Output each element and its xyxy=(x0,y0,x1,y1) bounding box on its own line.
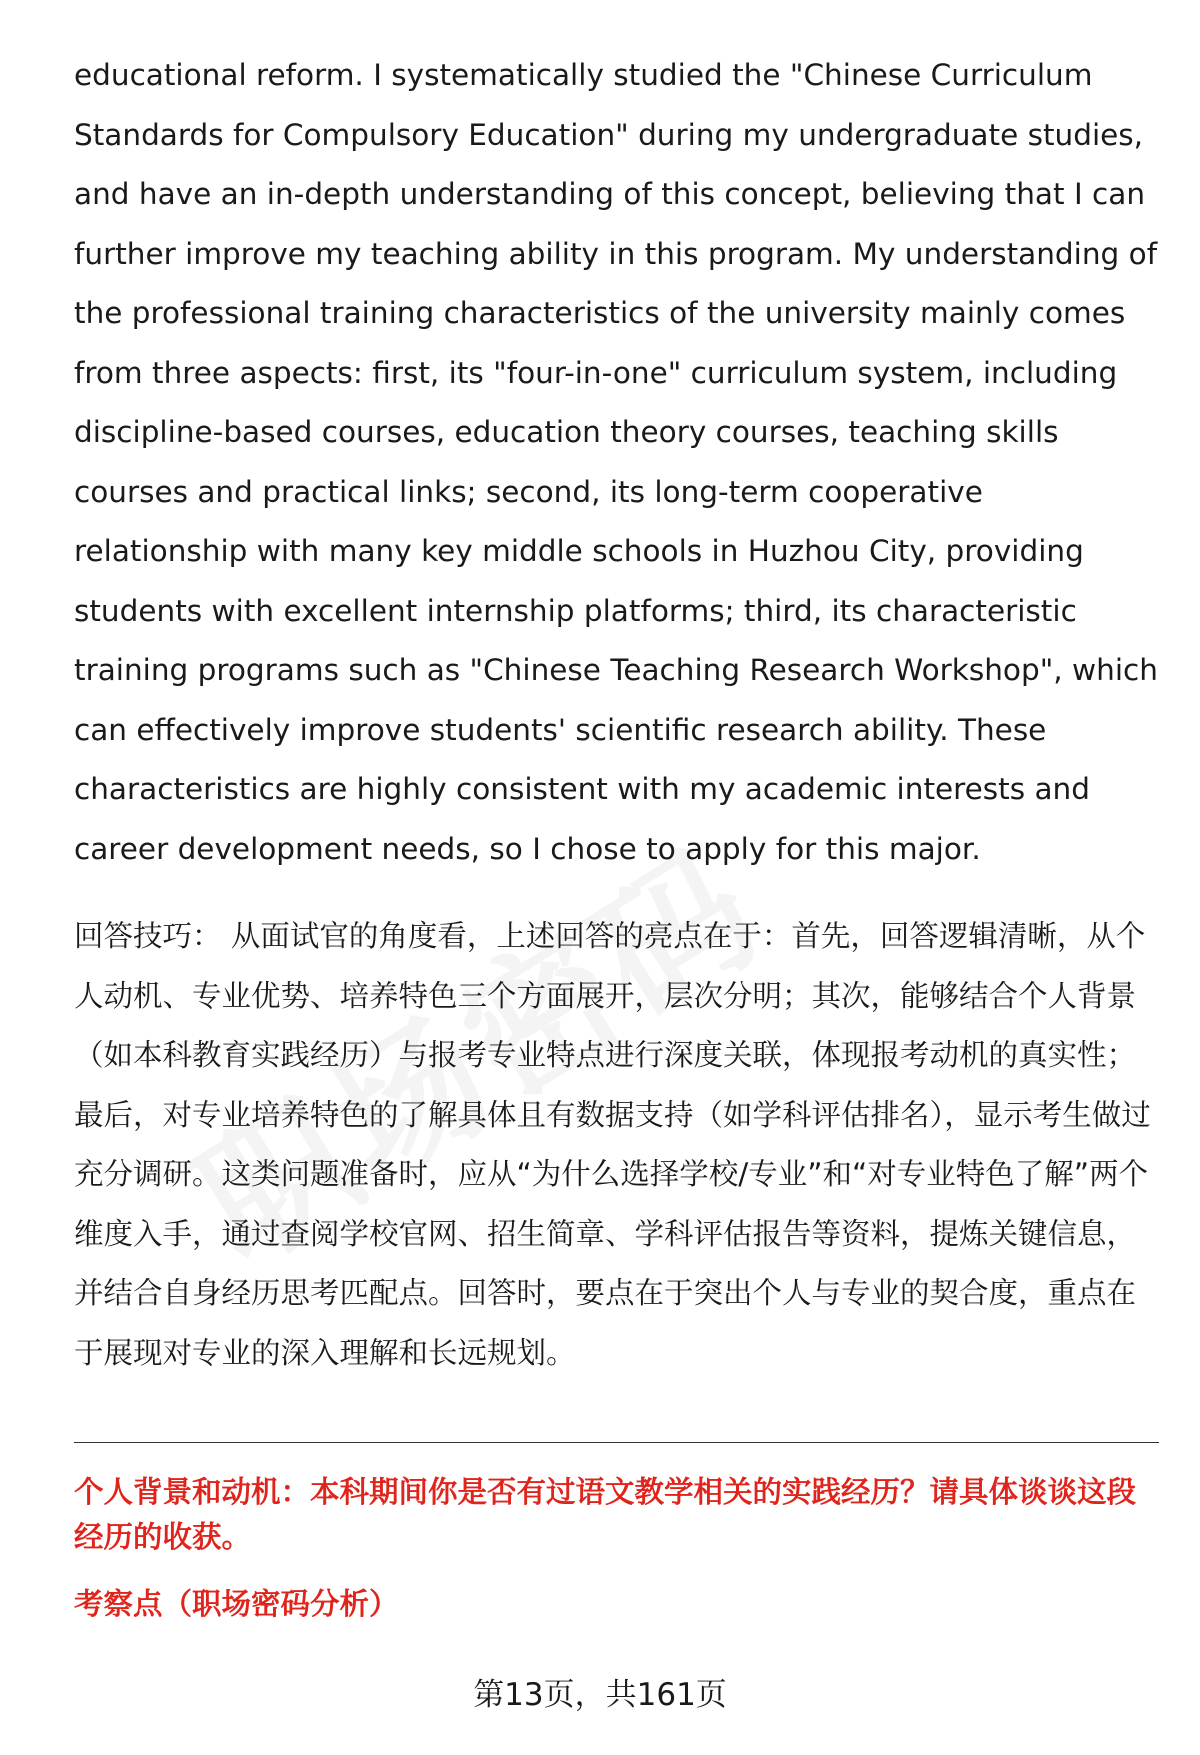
interview-question-heading: 个人背景和动机：本科期间你是否有过语文教学相关的实践经历？请具体谈谈这段经历的收获。 xyxy=(74,1475,1137,1554)
page-number: 第13页，共161页 xyxy=(473,1677,727,1713)
exam-point-heading: 考察点（职场密码分析） xyxy=(74,1587,399,1621)
answer-tips-paragraph: 回答技巧： 从面试官的角度看，上述回答的亮点在于：首先，回答逻辑清晰，从个人动机、专业优势、培养特色三个方面展开，层次分明；其次，能够结合个人背景（如本科教育实践经历）与报考专业特点进行深度关联，体现报考动机的真实性；最后，对专业培养特色的了解具体且有数据支持（如学科评估排名），显示考生做过充分调研。这类问题准备时，应从“为什么选择学校/专业”和“对专业特色了解”两个维度入手，通过查阅学校官网、招生简章、学科评估报告等资料，提炼关键信息，并结合自身经历思考匹配点。回答时，要点在于突出个人与专业的契合度，重点在于展现对专业的深入理解和长远规划。 xyxy=(74,919,1151,1370)
section-divider xyxy=(74,1442,1159,1443)
answer-paragraph: educational reform. I systematically studied the "Chinese Curriculum Standards for Compulsory Education" during my undergraduate studies, and have an in-depth understanding of this concept, believing that I can further improve my teaching ability in this program. My understanding of the professional training characteristics of the university mainly comes from three aspects: first, its "four-in-one" curriculum system, including discipline-based courses, education theory courses, teaching skills courses and practical links; second, its long-term cooperative relationship with many key middle schools in Huzhou City, providing students with excellent internship platforms; third, its characteristic training programs such as "Chinese Teaching Research Workshop", which can effectively improve students' scientific research ability. These characteristics are highly consistent with my academic interests and career development needs, so I chose to apply for this major. xyxy=(74,58,1158,866)
document-body xyxy=(74,46,1159,1383)
